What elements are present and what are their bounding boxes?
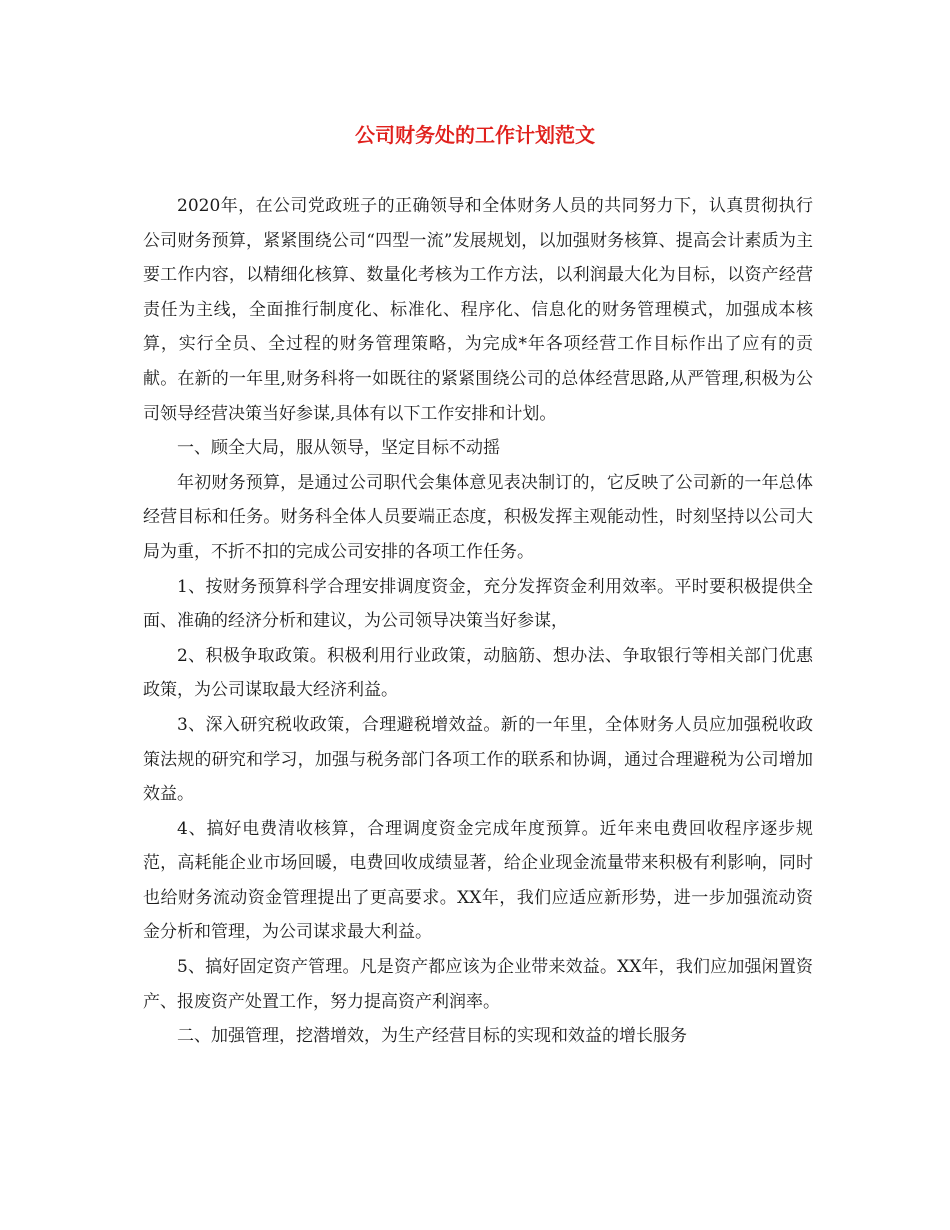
- paragraph-intro: 2020年，在公司党政班子的正确领导和全体财务人员的共同努力下，认真贯彻执行公司财务预算，紧紧围绕公司“四型一流”发展规划，以加强财务核算、提高会计素质为主要工作内容，以精细化核算、数量化考核为工作方法，以利润最大化为目标，以资产经营责任为主线，全面推行制度化、标准化、程序化、信息化的财务管理模式，加强成本核算，实行全员、全过程的财务管理策略，为完成*年各项经营工作目标作出了应有的贡献。在新的一年里,财务科将一如既往的紧紧围绕公司的总体经营思路,从严管理,积极为公司领导经营决策当好参谋,具体有以下工作安排和计划。: [143, 196, 813, 424]
- section-heading-2: 二、加强管理，挖潜增效，为生产经营目标的实现和效益的增长服务: [177, 1026, 687, 1047]
- list-item-2: 2、积极争取政策。积极利用行业政策，动脑筋、想办法、争取银行等相关部门优惠政策，为公司谋取最大经济利益。: [143, 645, 813, 701]
- document-body: [143, 189, 813, 1054]
- document-title: 公司财务处的工作计划范文: [355, 123, 595, 147]
- paragraph-budget: 年初财务预算，是通过公司职代会集体意见表决制订的，它反映了公司新的一年总体经营目标和任务。财务科全体人员要端正态度，积极发挥主观能动性，时刻坚持以公司大局为重，不折不扣的完成公司安排的各项工作任务。: [143, 472, 813, 562]
- list-item-3: 3、深入研究税收政策，合理避税增效益。新的一年里，全体财务人员应加强税收政策法规的研究和学习，加强与税务部门各项工作的联系和协调，通过合理避税为公司增加效益。: [143, 714, 813, 805]
- section-heading-1: 一、顾全大局，服从领导，坚定目标不动摇: [177, 438, 500, 459]
- list-item-5: 5、搞好固定资产管理。凡是资产都应该为企业带来效益。XX年，我们应加强闲置资产、报废资产处置工作，努力提高资产利润率。: [143, 957, 813, 1012]
- list-item-1: 1、按财务预算科学合理安排调度资金，充分发挥资金利用效率。平时要积极提供全面、准确的经济分析和建议，为公司领导决策当好参谋，: [143, 576, 813, 632]
- list-item-4: 4、搞好电费清收核算，合理调度资金完成年度预算。近年来电费回收程序逐步规范，高耗能企业市场回暖，电费回收成绩显著，给企业现金流量带来积极有利影响，同时也给财务流动资金管理提出了更高要求。XX年，我们应适应新形势，进一步加强流动资金分析和管理，为公司谋求最大利益。: [143, 818, 813, 943]
